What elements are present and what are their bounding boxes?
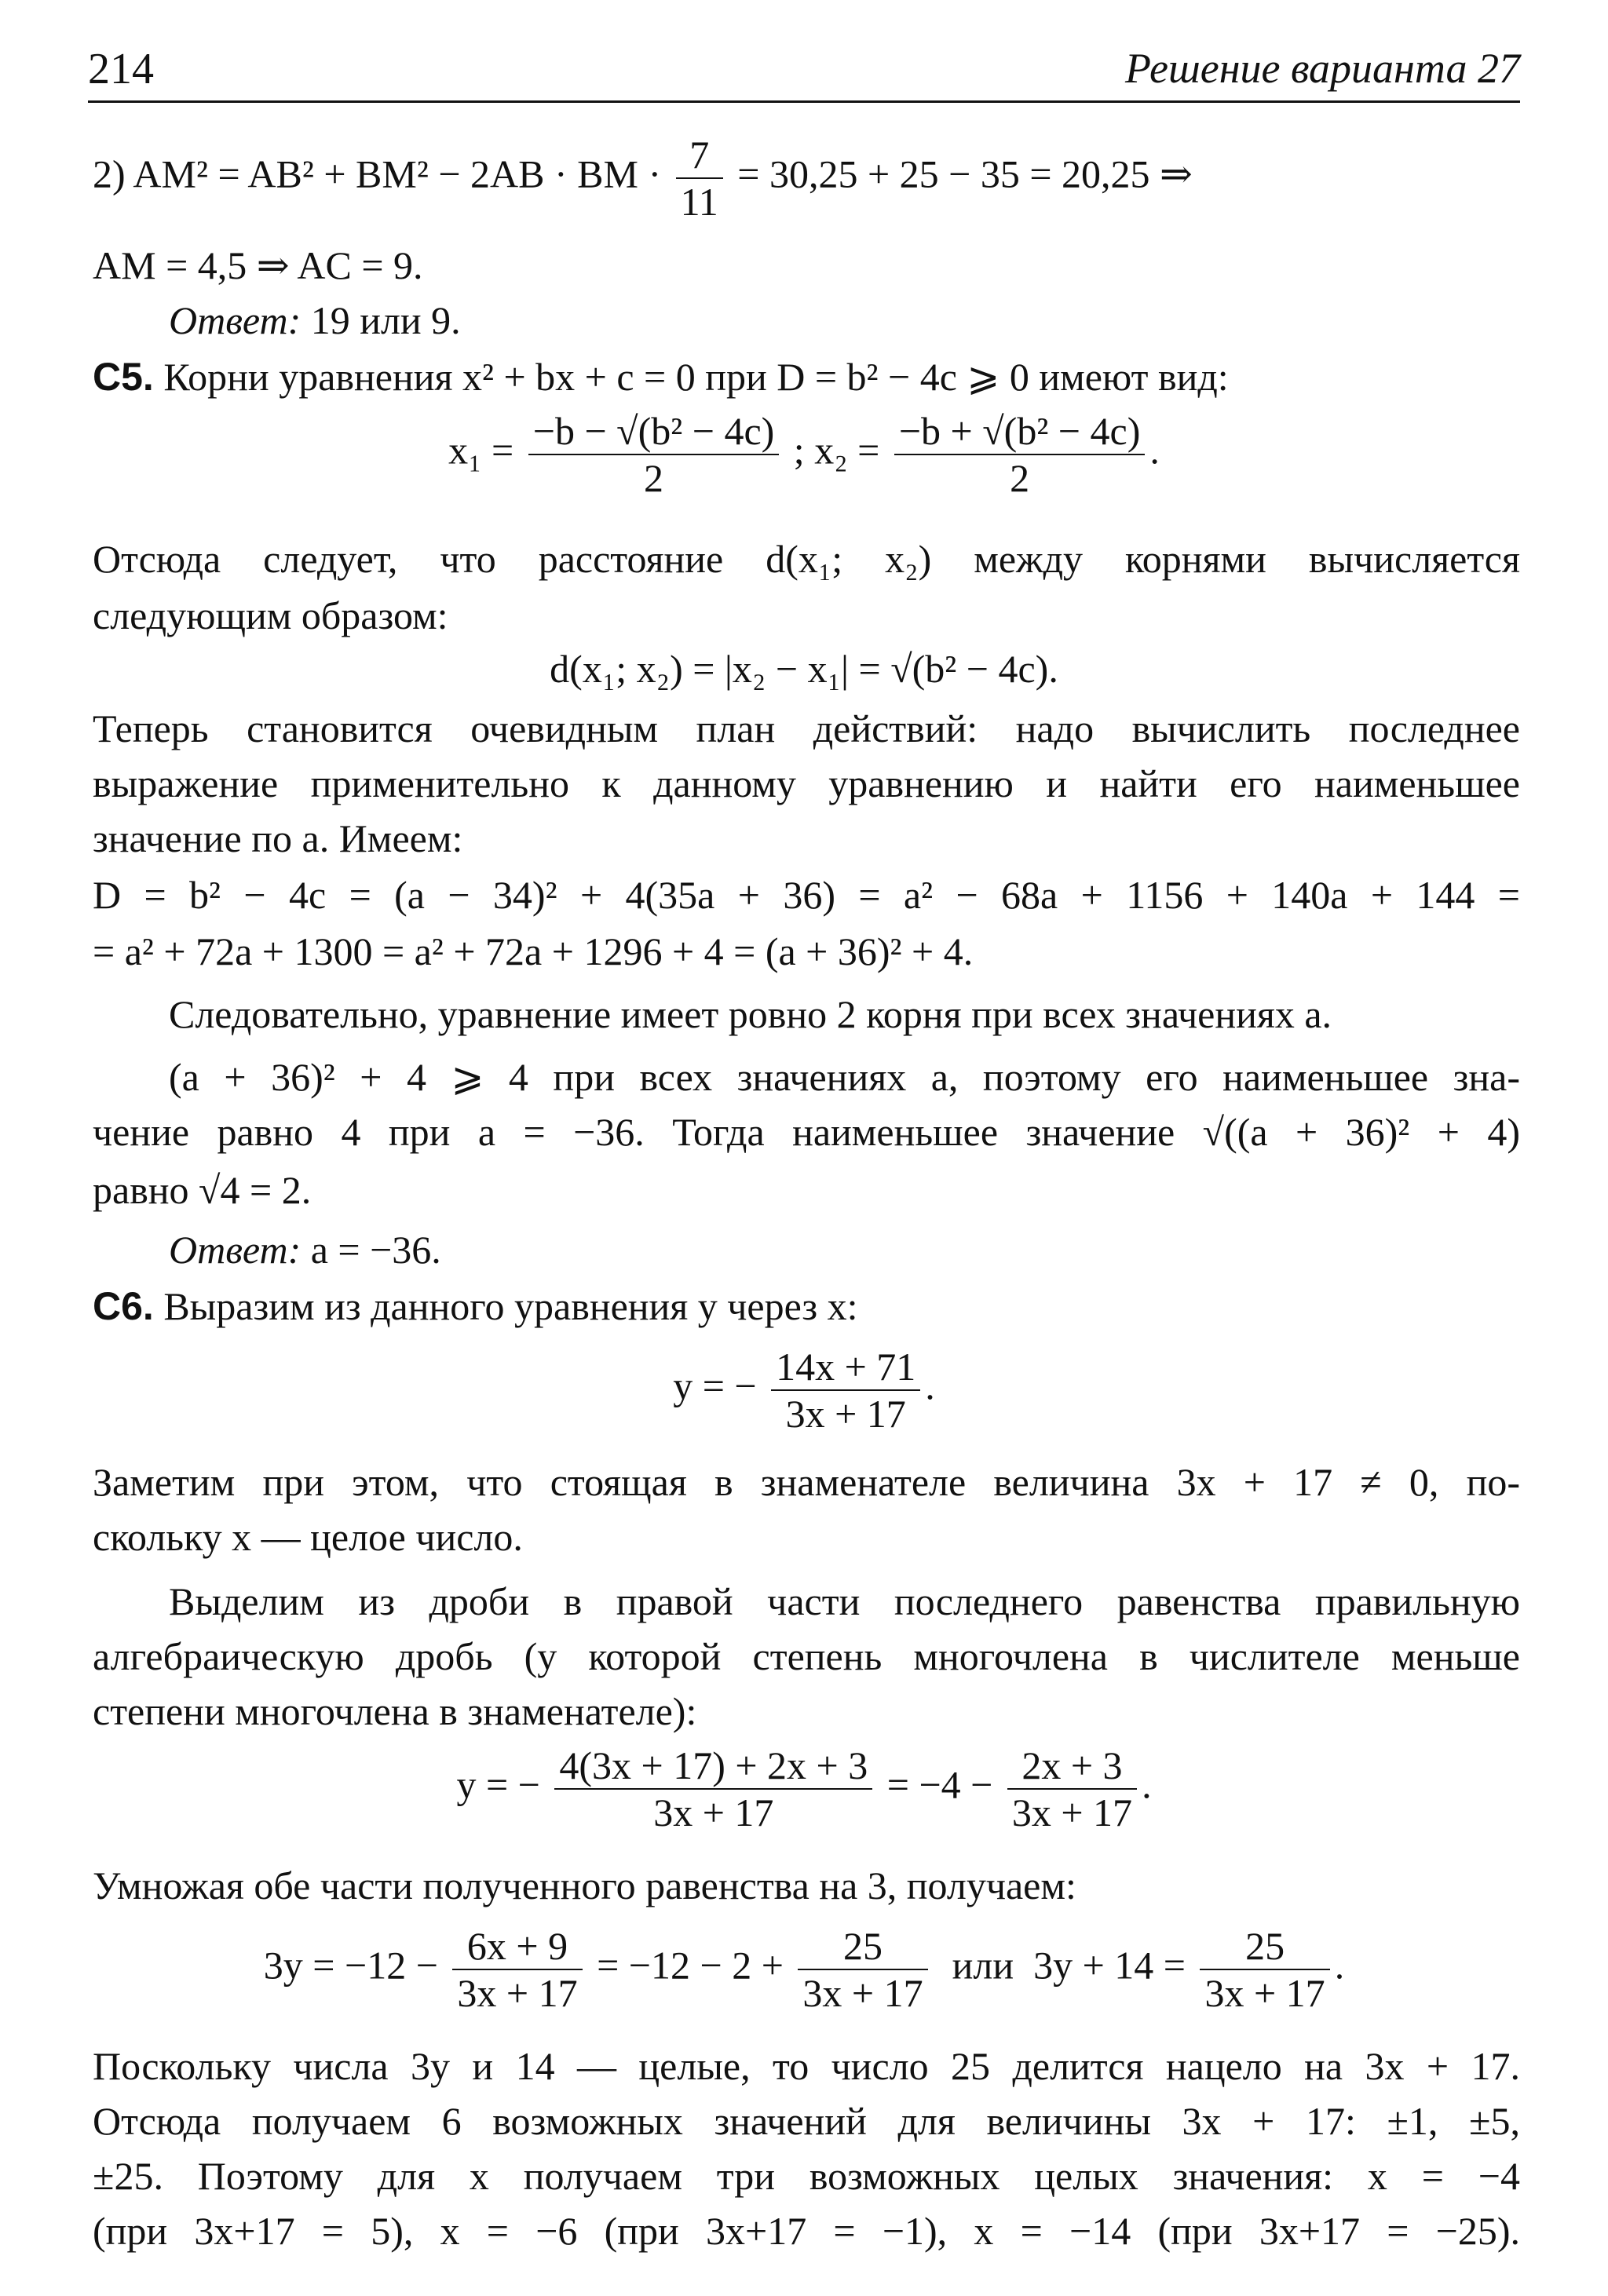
equation-text: y = − [456, 1762, 540, 1807]
fraction [528, 408, 780, 501]
distance-formula: d(x₁; x₂) = |x₂ − x₁| = √(b² − 4c). [550, 647, 1058, 691]
equation-text: или [952, 1943, 1014, 1988]
numerator: −b + √(b² − 4c) [894, 408, 1146, 455]
problem-c5-intro [93, 352, 1520, 402]
equation-text: . [1142, 1762, 1152, 1807]
fraction [1200, 1923, 1329, 2016]
paragraph-line: следующим образом: [93, 593, 448, 637]
paragraph-line: Выделим из дроби в правой части последнего равенства правильную [169, 1579, 1520, 1623]
y-expression-2 [0, 1743, 1608, 1835]
paragraph-line: (при 3x+17 = 5), x = −6 (при 3x+17 = −1), x = −14 (при 3x+17 = −25). [93, 2209, 1520, 2253]
problem-label: C6. [93, 1284, 154, 1328]
equation-am-result: AM = 4,5 ⇒ AC = 9. [93, 243, 423, 287]
denominator: 3x + 17 [1204, 1971, 1325, 2015]
fraction [1007, 1743, 1137, 1835]
denominator: 2 [644, 456, 664, 500]
answer-label: Ответ: [169, 1228, 302, 1272]
numerator: −b − √(b² − 4c) [528, 408, 780, 455]
paragraph-line: Теперь становится очевидным план действий: надо вычислить последнее [93, 706, 1520, 750]
paragraph-line: значение по a. Имеем: [93, 816, 463, 860]
running-title: Решение варианта 27 [1124, 45, 1520, 92]
header-rule [88, 100, 1520, 103]
paragraph-line: скольку x — целое число. [93, 1515, 523, 1559]
paragraph-line: выражение применительно к данному уравнению и найти его наименьшее [93, 761, 1520, 805]
root-x2-label: ; x₂ = [793, 428, 880, 473]
denominator: 3x + 17 [653, 1790, 774, 1834]
discriminant-line-1: D = b² − 4c = (a − 34)² + 4(35a + 36) = a² − 68a + 1156 + 140a + 144 = [93, 873, 1520, 917]
paragraph-line: Поскольку числа 3y и 14 — целые, то число 25 делится нацело на 3x + 17. [93, 2044, 1520, 2088]
problem-text: Корни уравнения x² + bx + c = 0 при D = b² − 4c ⩾ 0 имеют вид: [163, 355, 1229, 399]
numerator: 25 [1200, 1923, 1329, 1970]
paragraph-line: Заметим при этом, что стоящая в знаменателе величина 3x + 17 ≠ 0, по- [93, 1460, 1520, 1504]
roots-formula: x₁ = $\frac{\text{−b − √(b² − 4c)}}{2}$ ; x₂ = $\frac{\text{−b + √(b² − 4c)}}{2}$ . [448, 409, 1160, 500]
denominator: 2 [1010, 456, 1030, 500]
equation-text: 2) AM² = AB² + BM² − 2AB · BM · [93, 151, 662, 196]
equation-text: = 30,25 + 25 − 35 = 20,25 ⇒ [737, 151, 1193, 196]
paragraph-line: равно √4 = 2. [93, 1168, 312, 1212]
y-expression-1 [0, 1344, 1608, 1436]
paragraph-line: степени многочлена в знаменателе): [93, 1689, 697, 1733]
root-x1-label: x₁ = [448, 428, 514, 473]
equation-text: . [1334, 1943, 1345, 1988]
paragraph-line: Отсюда следует, что расстояние d(x₁; x₂) между корнями вычисляется [93, 537, 1520, 581]
equation-text: 3y = −12 − [263, 1943, 438, 1988]
problem-label: C5. [93, 355, 154, 399]
numerator: 7 [676, 132, 723, 179]
problem-c6-intro [93, 1281, 1520, 1331]
equation-text: . [925, 1363, 935, 1408]
fraction [771, 1344, 920, 1436]
paragraph-line: Следовательно, уравнение имеет ровно 2 корня при всех значениях a. [169, 992, 1332, 1036]
numerator: 25 [798, 1923, 927, 1970]
paragraph-line: (a + 36)² + 4 ⩾ 4 при всех значениях a, поэтому его наименьшее зна- [169, 1055, 1520, 1099]
equation-am-squared [93, 132, 1520, 224]
paragraph-line: ±25. Поэтому для x получаем три возможных целых значения: x = −4 [93, 2154, 1520, 2198]
page-number: 214 [88, 45, 154, 93]
paragraph-line: чение равно 4 при a = −36. Тогда наименьшее значение √((a + 36)² + 4) [93, 1110, 1520, 1154]
paragraph-line: Умножая обе части полученного равенства на 3, получаем: [93, 1863, 1076, 1907]
fraction [676, 132, 723, 224]
y-expression-3 [0, 1923, 1608, 2016]
denominator: 3x + 17 [457, 1971, 578, 2015]
problem-text: Выразим из данного уравнения y через x: [163, 1284, 858, 1328]
equation-text: y = − [673, 1363, 757, 1408]
answer-1 [169, 295, 1520, 345]
answer-value: 19 или 9. [310, 298, 461, 342]
fraction [452, 1923, 582, 2016]
fraction [798, 1923, 927, 2016]
numerator: 4(3x + 17) + 2x + 3 [554, 1743, 872, 1790]
discriminant-line-2: = a² + 72a + 1300 = a² + 72a + 1296 + 4 = (a + 36)² + 4. [93, 929, 974, 973]
answer-value: a = −36. [310, 1228, 441, 1272]
fraction [894, 408, 1146, 501]
equation-text: = −12 − 2 + [597, 1943, 784, 1988]
numerator: 6x + 9 [452, 1923, 582, 1970]
denominator: 3x + 17 [802, 1971, 923, 2015]
equation-text: = −4 − [886, 1762, 993, 1807]
numerator: 14x + 71 [771, 1344, 920, 1391]
fraction [554, 1743, 872, 1835]
numerator: 2x + 3 [1007, 1743, 1137, 1790]
answer-label: Ответ: [169, 298, 302, 342]
denominator: 3x + 17 [785, 1392, 906, 1436]
denominator: 3x + 17 [1011, 1790, 1133, 1834]
paragraph-line: алгебраическую дробь (у которой степень многочлена в числителе меньше [93, 1634, 1520, 1678]
paragraph-line: Отсюда получаем 6 возможных значений для величины 3x + 17: ±1, ±5, [93, 2099, 1520, 2143]
answer-2 [169, 1225, 1520, 1275]
equation-text: 3y + 14 = [1033, 1943, 1186, 1988]
denominator: 11 [680, 180, 718, 224]
